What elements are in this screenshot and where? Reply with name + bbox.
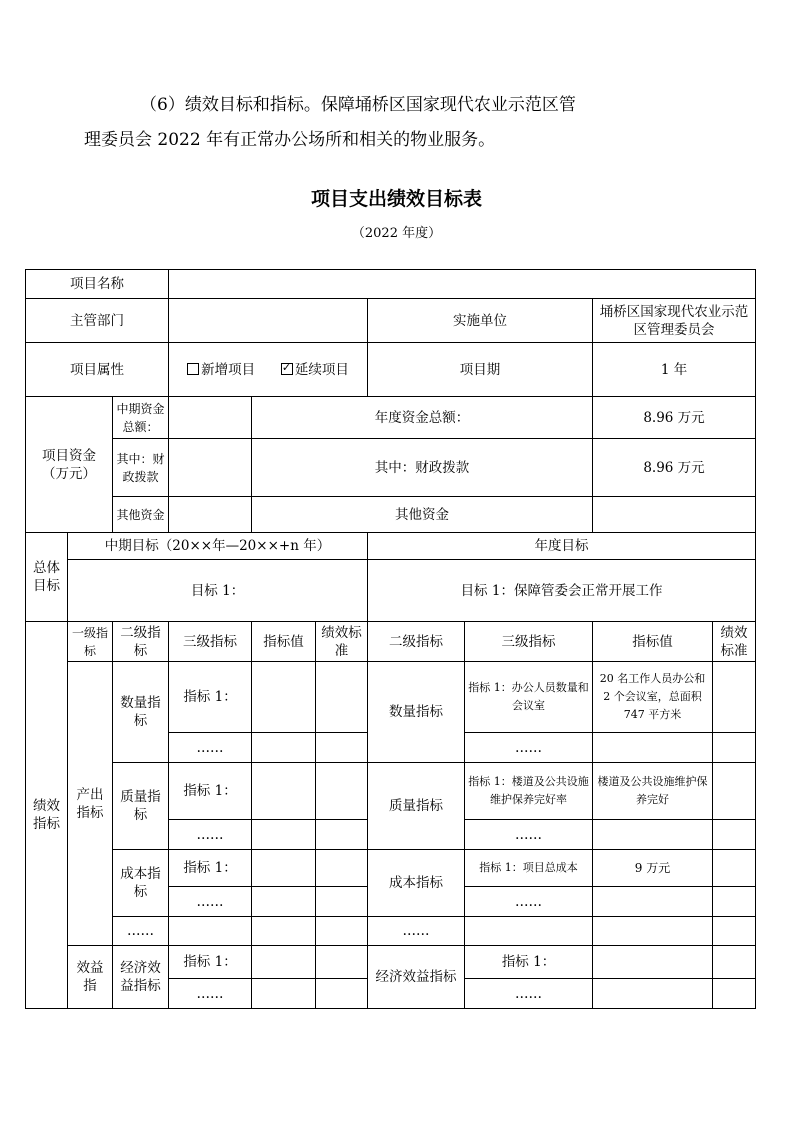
new-project-checkbox[interactable] <box>187 363 199 375</box>
empty-cell <box>713 917 756 946</box>
empty-cell <box>465 917 593 946</box>
empty-cell <box>593 917 713 946</box>
attr-options <box>169 343 368 397</box>
empty-cell <box>713 979 756 1009</box>
cost-label: 成本指标 <box>113 850 169 917</box>
fiscal-value: 8.96 万元 <box>593 439 756 497</box>
attr-label: 项目属性 <box>26 343 169 397</box>
empty-cell <box>252 917 316 946</box>
impl-unit-value: 埇桥区国家现代农业示范区管理委员会 <box>593 299 756 343</box>
empty-cell <box>593 887 713 917</box>
empty-cell <box>593 733 713 763</box>
qual-label: 质量指标 <box>113 763 169 850</box>
qual-dots: …… <box>169 820 252 850</box>
qty-dots: …… <box>169 733 252 763</box>
fiscal-label: 其中：财政拨款 <box>252 439 593 497</box>
empty-cell <box>593 820 713 850</box>
qual-value-annual: 楼道及公共设施维护保养完好 <box>593 763 713 820</box>
continue-project-checkbox[interactable] <box>281 363 293 375</box>
qty-std-annual <box>713 662 756 733</box>
mid-goal-header: 中期目标（20××年—20××+n 年） <box>68 533 368 560</box>
mid-goal-1: 目标 1： <box>68 560 368 622</box>
table-year: （2022 年度） <box>351 226 442 241</box>
period-label: 项目期 <box>368 343 593 397</box>
econ-ind1: 指标 1： <box>169 946 252 979</box>
empty-cell <box>252 946 316 979</box>
project-name-value <box>169 270 756 299</box>
header-level2: 二级指标 <box>113 622 169 662</box>
overall-goal-label: 总体目标 <box>26 533 68 622</box>
dept-value <box>169 299 368 343</box>
qual-ind1-annual: 指标 1：楼道及公共设施维护保养完好率 <box>465 763 593 820</box>
empty-cell <box>713 763 756 820</box>
empty-cell <box>252 820 316 850</box>
qty-label-annual: 数量指标 <box>368 662 465 763</box>
output-dots: …… <box>113 917 169 946</box>
empty-cell <box>713 733 756 763</box>
other-annual-value <box>593 497 756 533</box>
empty-cell <box>252 979 316 1009</box>
impl-unit-label: 实施单位 <box>368 299 593 343</box>
empty-cell <box>252 850 316 887</box>
output-dots-annual: …… <box>368 917 465 946</box>
qty-label: 数量指标 <box>113 662 169 763</box>
annual-goal-header: 年度目标 <box>368 533 756 560</box>
qual-label-annual: 质量指标 <box>368 763 465 850</box>
econ-ind1-annual: 指标 1： <box>465 946 593 979</box>
intro-paragraph <box>84 88 724 158</box>
annual-goal-1: 目标 1：保障管委会正常开展工作 <box>368 560 756 622</box>
empty-cell <box>316 979 368 1009</box>
empty-cell <box>316 820 368 850</box>
empty-cell <box>252 763 316 820</box>
benefit-indicators-label: 效益指 <box>68 946 113 1009</box>
project-name-label: 项目名称 <box>26 270 169 299</box>
econ-label: 经济效益指标 <box>113 946 169 1009</box>
cost-dots-annual: …… <box>465 887 593 917</box>
empty-cell <box>316 917 368 946</box>
header-standard-annual: 绩效标准 <box>713 622 756 662</box>
other-label: 其他资金 <box>113 497 169 533</box>
qty-dots-annual: …… <box>465 733 593 763</box>
mid-total-value <box>169 397 252 439</box>
empty-cell <box>316 946 368 979</box>
qty-ind1: 指标 1： <box>169 662 252 733</box>
qty-value-annual: 20 名工作人员办公和 2 个会议室，总面积 747 平方米 <box>593 662 713 733</box>
intro-line-2: 理委员会 2022 年有正常办公场所和相关的物业服务。 <box>84 130 496 150</box>
annual-total-value: 8.96 万元 <box>593 397 756 439</box>
qty-ind1-annual: 指标 1：办公人员数量和会议室 <box>465 662 593 733</box>
header-value: 指标值 <box>252 622 316 662</box>
empty-cell <box>713 850 756 887</box>
header-level2-annual: 二级指标 <box>368 622 465 662</box>
econ-dots: …… <box>169 979 252 1009</box>
mid-fiscal-value <box>169 439 252 497</box>
empty-cell <box>316 850 368 887</box>
other-label-annual: 其他资金 <box>252 497 593 533</box>
perf-indicators-label: 绩效指标 <box>26 622 68 1009</box>
empty-cell <box>713 946 756 979</box>
empty-cell <box>316 733 368 763</box>
cost-label-annual: 成本指标 <box>368 850 465 917</box>
qual-dots-annual: …… <box>465 820 593 850</box>
table-title: 项目支出绩效目标表 <box>310 188 482 210</box>
intro-line-1: （6）绩效目标和指标。保障埇桥区国家现代农业示范区管 <box>140 95 576 115</box>
performance-target-table <box>25 269 756 1009</box>
qty-ind1-value <box>252 662 316 733</box>
empty-cell <box>713 820 756 850</box>
attr-continue-label: 延续项目 <box>294 361 349 378</box>
empty-cell <box>252 887 316 917</box>
output-indicators-label: 产出指标 <box>68 662 113 946</box>
empty-cell <box>169 917 252 946</box>
fund-label: 项目资金（万元） <box>26 397 113 533</box>
econ-dots-annual: …… <box>465 979 593 1009</box>
qual-ind1: 指标 1： <box>169 763 252 820</box>
header-level1: 一级指标 <box>68 622 113 662</box>
header-level3: 三级指标 <box>169 622 252 662</box>
cost-dots: …… <box>169 887 252 917</box>
dept-label: 主管部门 <box>26 299 169 343</box>
empty-cell <box>593 979 713 1009</box>
empty-cell <box>593 946 713 979</box>
mid-fiscal-label: 其中：财政拨款 <box>113 439 169 497</box>
annual-total-label: 年度资金总额： <box>252 397 593 439</box>
empty-cell <box>252 733 316 763</box>
empty-cell <box>316 763 368 820</box>
cost-ind1-annual: 指标 1：项目总成本 <box>465 850 593 887</box>
mid-total-label: 中期资金总额： <box>113 397 169 439</box>
period-value: 1 年 <box>593 343 756 397</box>
qty-ind1-std <box>316 662 368 733</box>
attr-new-label: 新增项目 <box>201 361 256 378</box>
header-standard: 绩效标准 <box>316 622 368 662</box>
empty-cell <box>713 887 756 917</box>
header-value-annual: 指标值 <box>593 622 713 662</box>
cost-ind1: 指标 1： <box>169 850 252 887</box>
econ-label-annual: 经济效益指标 <box>368 946 465 1009</box>
other-mid-value <box>169 497 252 533</box>
header-level3-annual: 三级指标 <box>465 622 593 662</box>
cost-value-annual: 9 万元 <box>593 850 713 887</box>
empty-cell <box>316 887 368 917</box>
